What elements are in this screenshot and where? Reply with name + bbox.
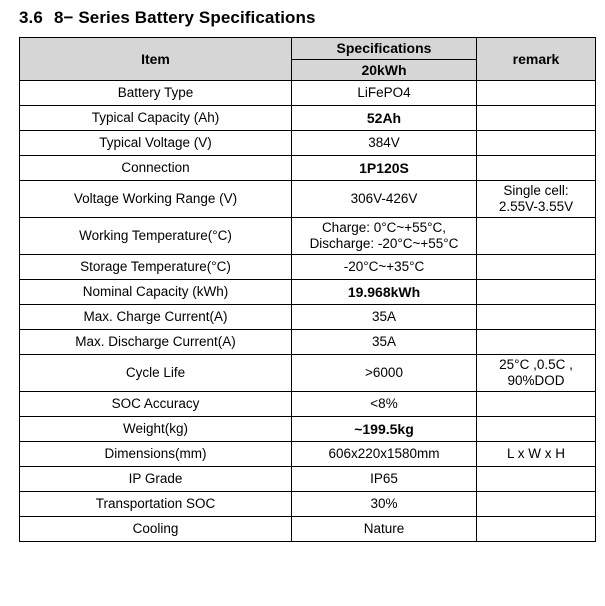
table-row [20,355,596,392]
table-row [20,255,596,280]
cell-specification: 30% [292,492,477,517]
cell-remark [477,106,596,131]
cell-remark [477,131,596,156]
table-row [20,106,596,131]
table-body [20,81,596,542]
cell-remark [477,517,596,542]
cell-item: Storage Temperature(°C) [20,255,292,280]
cell-specification: 35A [292,305,477,330]
table-row [20,442,596,467]
table-row [20,280,596,305]
cell-remark [477,156,596,181]
cell-specification: 384V [292,131,477,156]
table-row [20,417,596,442]
table-row [20,131,596,156]
cell-item: SOC Accuracy [20,392,292,417]
cell-item: Typical Voltage (V) [20,131,292,156]
cell-remark [477,255,596,280]
cell-item: Voltage Working Range (V) [20,181,292,218]
cell-item: Max. Discharge Current(A) [20,330,292,355]
cell-item: Weight(kg) [20,417,292,442]
page-title [19,8,316,28]
table-row [20,492,596,517]
cell-specification: 35A [292,330,477,355]
cell-item: Dimensions(mm) [20,442,292,467]
cell-specification: 606x220x1580mm [292,442,477,467]
cell-specification: 52Ah [292,106,477,131]
cell-specification: 19.968kWh [292,280,477,305]
cell-specification: Charge: 0°C~+55°C, Discharge: -20°C~+55°C [292,218,477,255]
column-header-specifications: Specifications [292,38,477,60]
cell-specification: 1P120S [292,156,477,181]
table-header [20,38,596,81]
table-row [20,218,596,255]
column-header-spec-variant: 20kWh [292,59,477,81]
cell-remark: 25°C ,0.5C , 90%DOD [477,355,596,392]
section-title: 8− Series Battery Specifications [53,8,316,27]
table-row [20,305,596,330]
column-header-item: Item [20,38,292,81]
cell-remark [477,218,596,255]
table-row [20,156,596,181]
table-row [20,81,596,106]
cell-specification: >6000 [292,355,477,392]
cell-specification: -20°C~+35°C [292,255,477,280]
cell-remark [477,280,596,305]
cell-item: Battery Type [20,81,292,106]
cell-specification: Nature [292,517,477,542]
section-number: 3.6 [19,8,43,27]
table-row [20,467,596,492]
battery-specifications-table [19,37,596,542]
cell-item: Typical Capacity (Ah) [20,106,292,131]
cell-item: Working Temperature(°C) [20,218,292,255]
cell-remark [477,417,596,442]
cell-remark [477,81,596,106]
cell-specification: <8% [292,392,477,417]
cell-remark: L x W x H [477,442,596,467]
cell-specification: IP65 [292,467,477,492]
cell-remark [477,492,596,517]
table-row [20,517,596,542]
cell-remark [477,305,596,330]
cell-remark [477,330,596,355]
cell-specification: LiFePO4 [292,81,477,106]
cell-remark [477,467,596,492]
column-header-remark: remark [477,38,596,81]
cell-item: Max. Charge Current(A) [20,305,292,330]
cell-specification: 306V-426V [292,181,477,218]
cell-specification: ~199.5kg [292,417,477,442]
cell-remark [477,392,596,417]
cell-item: Connection [20,156,292,181]
cell-item: IP Grade [20,467,292,492]
cell-item: Cooling [20,517,292,542]
cell-remark: Single cell: 2.55V-3.55V [477,181,596,218]
table-row [20,392,596,417]
table-row [20,330,596,355]
table-row [20,181,596,218]
cell-item: Nominal Capacity (kWh) [20,280,292,305]
cell-item: Cycle Life [20,355,292,392]
cell-item: Transportation SOC [20,492,292,517]
header-row-primary [20,38,596,60]
